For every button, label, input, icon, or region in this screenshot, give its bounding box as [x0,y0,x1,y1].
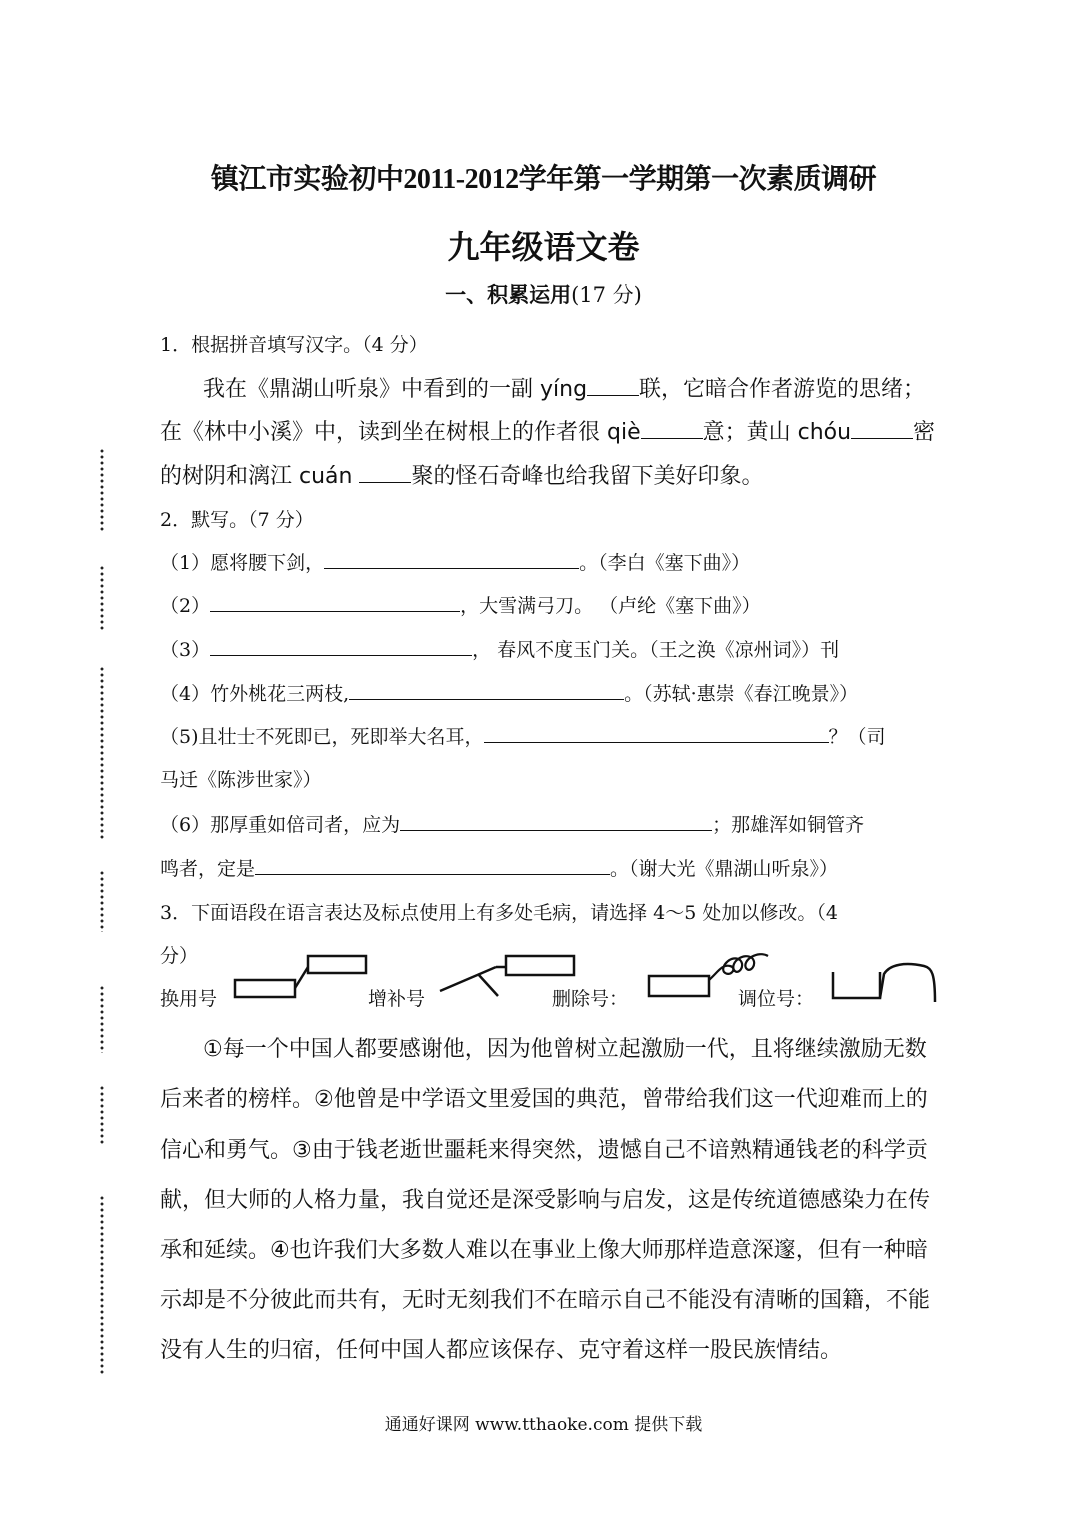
q1-text: 在《林中小溪》中，读到坐在树根上的作者很 qiè [160,420,641,445]
answer-blank[interactable] [484,724,829,743]
q2-item-3 [160,635,930,662]
q1-text: 密 [913,420,936,445]
binding-line-3 [100,666,104,841]
q1-text: 聚的怪石奇峰也给我留下美好印象。 [411,464,764,489]
exam-title: 镇江市实验初中2011-2012学年第一学期第一次素质调研 [210,164,877,195]
q3-paragraph-line-6: 示却是不分彼此而共有，无时无刻我们不在暗示自己不能没有清晰的国籍，不能 [160,1288,931,1313]
q1-text: 意；黄山 chóu [702,420,852,445]
answer-blank[interactable] [255,856,610,875]
q2-text: （2） [160,595,211,617]
footer-source: 通通好课网 www.tthaoke.com 提供下载 [384,1415,703,1435]
q2-text: （6）那厚重如倍司者，应为 [160,814,401,836]
answer-blank[interactable] [210,593,460,612]
mark-label-replace: 换用号 [160,988,218,1010]
binding-line-1 [100,448,104,533]
q2-text: 。（李白《塞下曲》） [579,552,751,574]
answer-blank[interactable] [324,550,579,569]
section-title: 一、积累运用 [445,283,572,307]
q2-item-2 [160,591,930,618]
q3-heading-cont: 分） [160,945,199,967]
q1-line-2 [160,415,936,446]
q1-text: 联，它暗合作者游览的思绪； [639,377,926,402]
answer-blank[interactable] [359,464,411,483]
q3-paragraph-line-3: 信心和勇气。③由于钱老逝世噩耗来得突然，遗憾自己不谙熟精通钱老的科学贡 [160,1138,928,1163]
binding-line-7 [100,1195,104,1375]
mark-label-insert: 增补号 [368,988,426,1010]
section-heading [0,279,1087,309]
q3-paragraph-line-4: 献，但大师的人格力量，我自觉还是深受影响与启发，这是传统道德感染力在传 [160,1188,931,1213]
q1-heading: 1．根据拼音填写汉字。（4 分） [160,334,428,356]
answer-blank[interactable] [587,377,639,396]
binding-line-4 [100,870,104,932]
answer-blank[interactable] [851,420,913,439]
q2-text: （5)且壮士不死即已，死即举大名耳， [160,726,484,748]
q1-text: 的树阴和漓江 cuán [160,464,360,489]
q2-text: ；那雄浑如铜管齐 [712,814,865,836]
reorder-mark-icon [828,950,943,1008]
q2-item-6 [160,810,930,837]
answer-blank[interactable] [641,420,703,439]
binding-line-2 [100,565,104,630]
binding-line-5 [100,985,104,1053]
mark-label-delete: 删除号： [552,988,629,1010]
q3-paragraph-line-2: 后来者的榜样。②他曾是中学语文里爱国的典范，曾带给我们这一代迎难而上的 [160,1087,928,1112]
binding-line-6 [100,1085,104,1145]
q2-text: 。（苏轼·惠崇《春江晚景》） [624,683,859,705]
mark-label-reorder: 调位号： [738,988,815,1010]
q3-paragraph-line-5: 承和延续。④也许我们大多数人难以在事业上像大师那样造意深邃，但有一种暗 [160,1238,928,1263]
q3-paragraph-line-1: ①每一个中国人都要感谢他，因为他曾树立起激励一代，且将继续激励无数 [203,1037,927,1062]
q3-paragraph-line-7: 没有人生的归宿，任何中国人都应该保存、克守着这样一股民族情结。 [160,1338,843,1363]
q1-line-3 [160,459,930,490]
q2-text: （3） [160,639,211,661]
answer-blank[interactable] [349,681,624,700]
q2-item-5-cont: 马迁《陈涉世家》） [160,769,322,791]
q2-text: ，大雪满弓刀。 （卢纶《塞下曲》） [460,595,761,617]
q2-text: 。（谢大光《鼎湖山听泉》） [610,858,839,880]
q2-heading: 2．默写。（7 分） [160,509,314,531]
q2-item-1 [160,548,930,575]
replace-mark-icon [232,950,372,1000]
q2-item-4 [160,679,930,706]
q2-text: （1）愿将腰下剑， [160,552,325,574]
answer-blank[interactable] [400,812,712,831]
q2-text: ？（司 [828,726,886,748]
q2-item-6-cont [160,854,930,881]
exam-subtitle: 九年级语文卷 [447,228,640,266]
answer-blank[interactable] [210,637,472,656]
q1-line-1 [203,372,973,403]
q3-heading: 3．下面语段在语言表达及标点使用上有多处毛病，请选择 4～5 处加以修改。（4 [160,902,838,924]
q2-text: 鸣者，定是 [160,858,256,880]
q2-text: （4）竹外桃花三两枝, [160,683,350,705]
q2-text: ， 春风不度玉门关。（王之涣《凉州词》）刊 [472,639,840,661]
q2-item-5 [160,722,930,749]
correction-marks-legend [160,950,950,1010]
section-points: (17 分) [571,283,642,307]
q1-text: 我在《鼎湖山听泉》中看到的一副 yíng [203,377,588,402]
